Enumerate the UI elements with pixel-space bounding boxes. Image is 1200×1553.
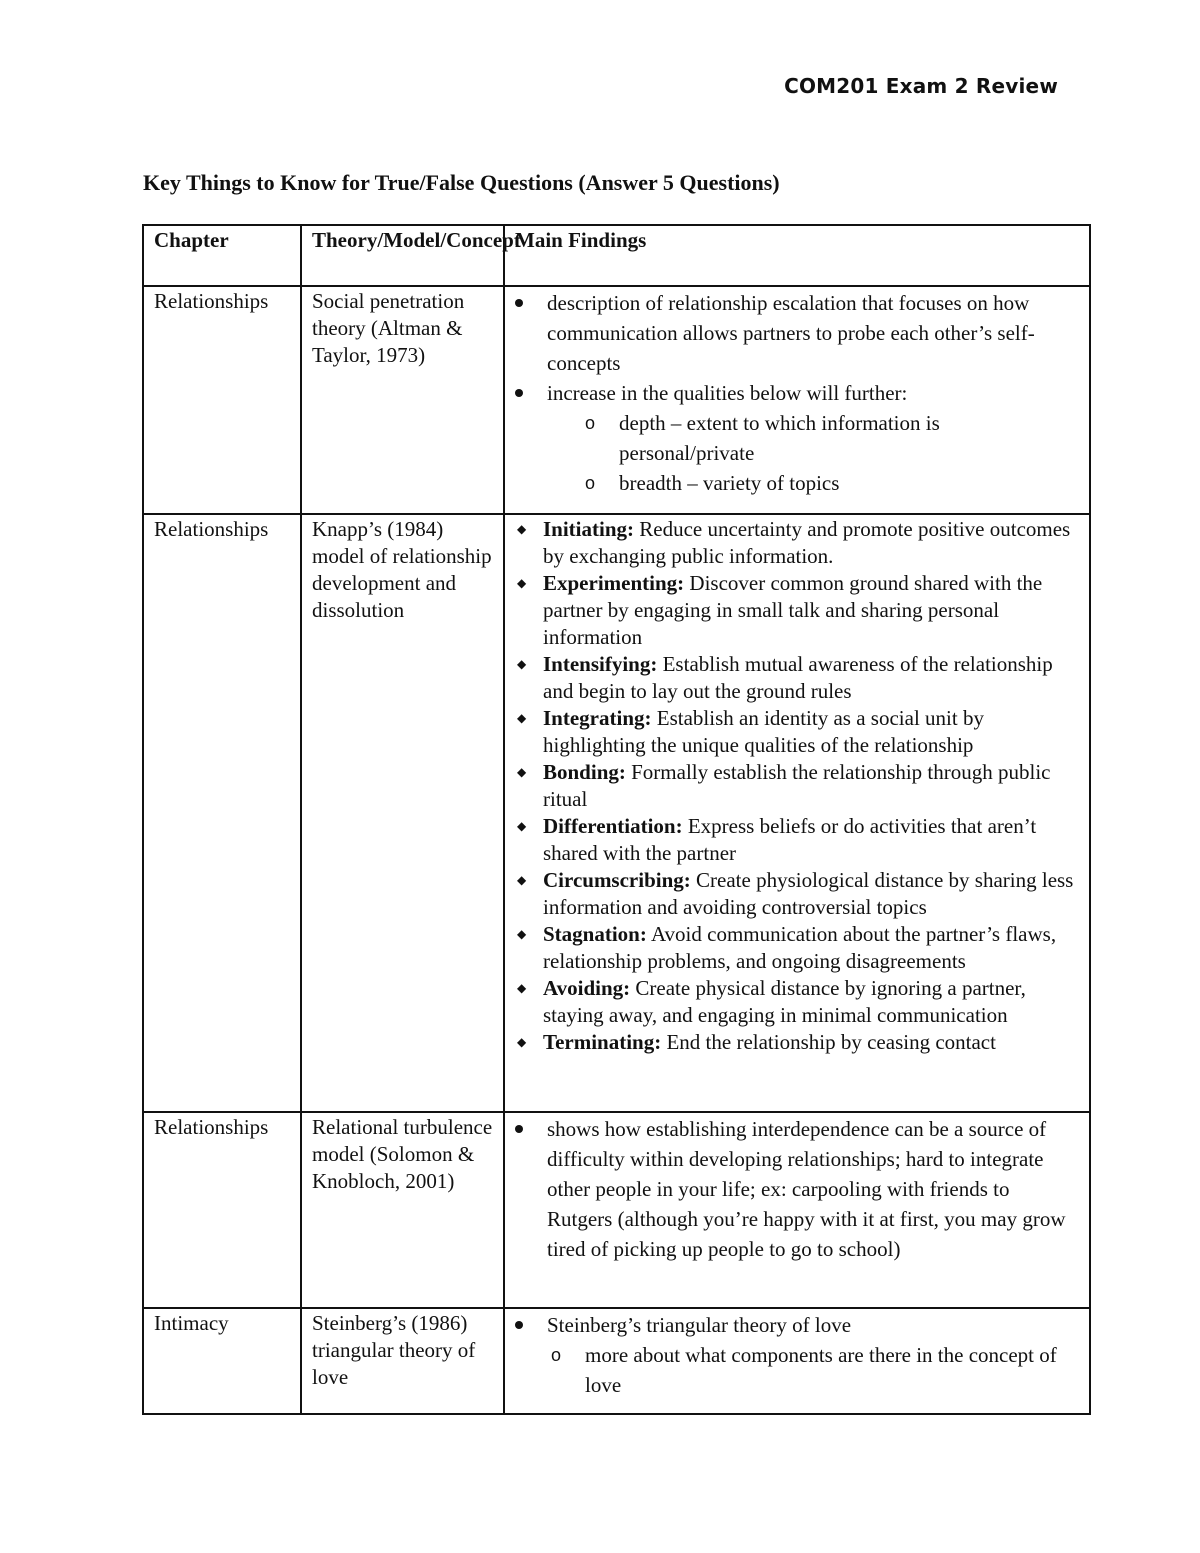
stage-term: Differentiation: [543, 814, 683, 838]
theory-cell: Social penetration theory (Altman & Taylor, 1973) [301, 286, 504, 514]
stage-term: Circumscribing: [543, 868, 691, 892]
chapter-cell: Relationships [143, 1112, 301, 1308]
stage-description: Create physical distance by ignoring a partner, staying away, and engaging in minimal communication [543, 976, 1026, 1027]
stage-item [517, 705, 1081, 759]
chapter-cell: Relationships [143, 286, 301, 514]
stage-item [517, 570, 1081, 651]
table-row [143, 286, 1090, 514]
theory-cell: Relational turbulence model (Solomon & Knobloch, 2001) [301, 1112, 504, 1308]
stage-item [517, 975, 1081, 1029]
table-row [143, 514, 1090, 1112]
findings-cell [504, 514, 1090, 1112]
table-header-row [143, 225, 1090, 286]
stage-item [517, 516, 1081, 570]
stage-term: Stagnation: [543, 922, 647, 946]
list-item: shows how establishing interdependence can be a source of difficulty within developing relationships; hard to integrate other people in your life; ex: carpooling with friends to Rutgers (although you’re happy with it at first, you may grow tired of picking up people to go to school) [513, 1114, 1079, 1264]
page-title: Key Things to Know for True/False Questions (Answer 5 Questions) [143, 170, 780, 195]
review-table [142, 224, 1091, 1415]
stage-description: Discover common ground shared with the partner by engaging in small talk and sharing personal information [543, 571, 1043, 649]
stage-item [517, 759, 1081, 813]
theory-cell: Knapp’s (1984) model of relationship development and dissolution [301, 514, 504, 1112]
table-row [143, 1308, 1090, 1414]
list-item: o depth – extent to which information is personal/private [585, 408, 1079, 468]
chapter-cell: Intimacy [143, 1308, 301, 1414]
stage-term: Terminating: [543, 1030, 662, 1054]
stage-description: Formally establish the relationship through public ritual [543, 760, 1051, 811]
stage-description: Reduce uncertainty and promote positive outcomes by exchanging public information. [543, 517, 1071, 568]
table-row [143, 1112, 1090, 1308]
stage-item [517, 813, 1081, 867]
list-item: Steinberg’s triangular theory of love [513, 1310, 1079, 1340]
sub-findings-list [585, 408, 1079, 498]
stage-description: Express beliefs or do activities that aren’t shared with the partner [543, 814, 1037, 865]
list-item: o breadth – variety of topics [585, 468, 1079, 498]
findings-list [513, 288, 1079, 408]
stage-term: Bonding: [543, 760, 626, 784]
stage-description: Create physiological distance by sharing less information and avoiding controversial topics [543, 868, 1074, 919]
stage-term: Integrating: [543, 706, 652, 730]
stage-term: Experimenting: [543, 571, 685, 595]
stage-item [517, 867, 1081, 921]
stage-term: Initiating: [543, 517, 635, 541]
stages-list [517, 516, 1081, 1056]
sub-findings-list [551, 1340, 1079, 1400]
theory-cell: Steinberg’s (1986) triangular theory of love [301, 1308, 504, 1414]
chapter-cell: Relationships [143, 514, 301, 1112]
list-item: increase in the qualities below will further: [513, 378, 1079, 408]
stage-item [517, 921, 1081, 975]
stage-item [517, 1029, 1081, 1056]
findings-cell [504, 286, 1090, 514]
stage-item [517, 651, 1081, 705]
findings-cell [504, 1112, 1090, 1308]
column-header-chapter: Chapter [143, 225, 301, 286]
list-item: description of relationship escalation that focuses on how communication allows partners to probe each other’s self-concepts [513, 288, 1079, 378]
findings-cell [504, 1308, 1090, 1414]
list-item: o more about what components are there in the concept of love [551, 1340, 1079, 1400]
stage-description: Establish mutual awareness of the relationship and begin to lay out the ground rules [543, 652, 1053, 703]
stage-term: Avoiding: [543, 976, 631, 1000]
column-header-findings: Main Findings [504, 225, 1090, 286]
stage-description: Avoid communication about the partner’s flaws, relationship problems, and ongoing disagreements [543, 922, 1057, 973]
column-header-theory: Theory/Model/Concept [301, 225, 504, 286]
stage-description: Establish an identity as a social unit by highlighting the unique qualities of the relationship [543, 706, 984, 757]
document-header: COM201 Exam 2 Review [784, 74, 1058, 98]
findings-list [513, 1114, 1079, 1264]
stage-description: End the relationship by ceasing contact [661, 1030, 996, 1054]
findings-list [513, 1310, 1079, 1340]
stage-term: Intensifying: [543, 652, 658, 676]
